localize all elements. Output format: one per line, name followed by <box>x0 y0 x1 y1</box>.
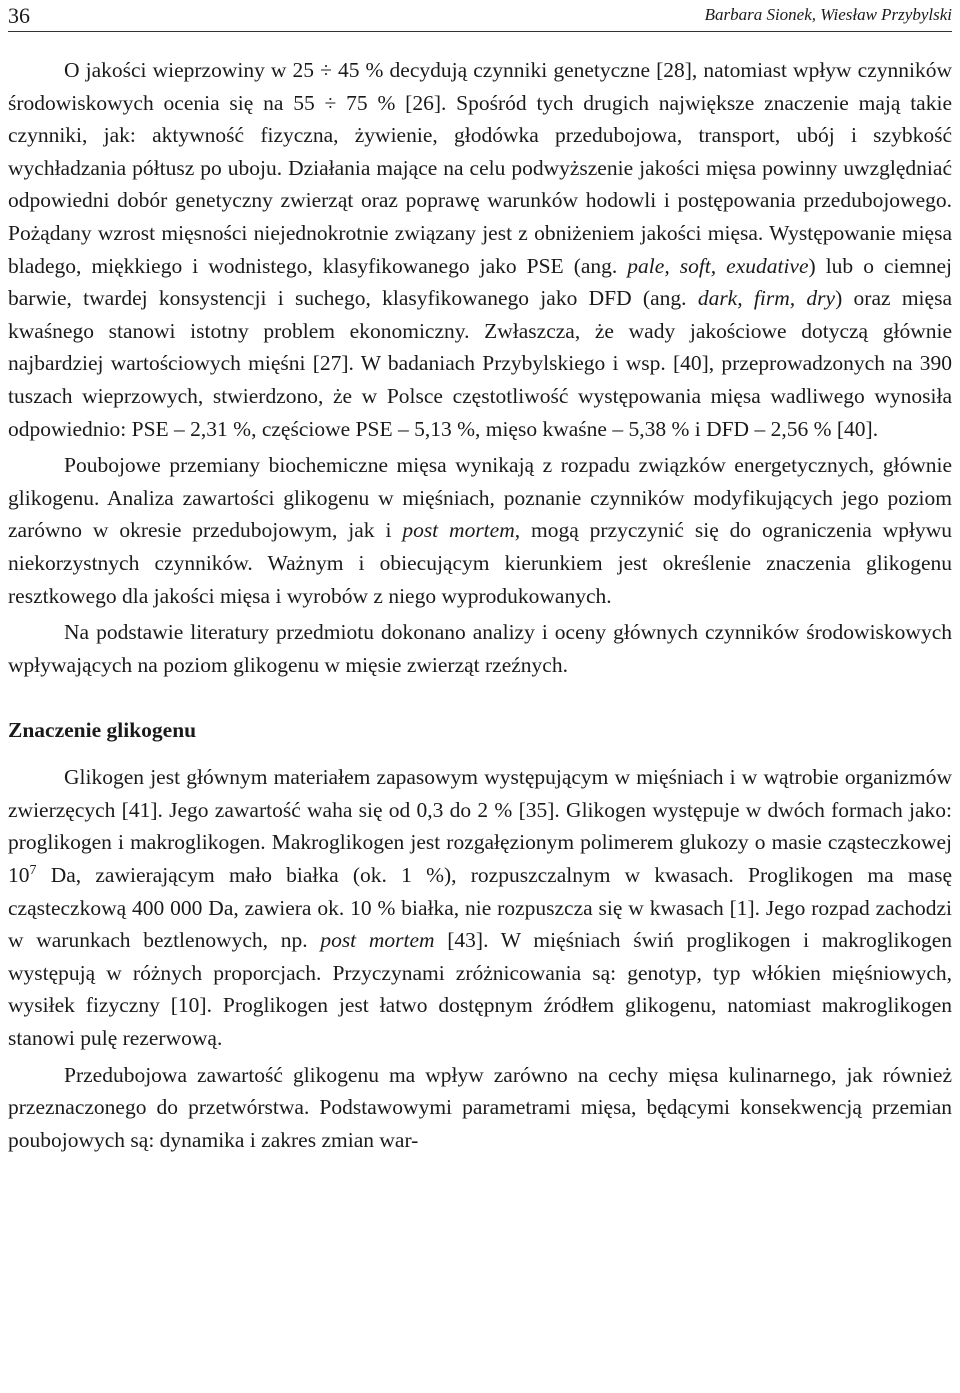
body-text <box>8 54 952 1156</box>
superscript-run: 7 <box>29 863 37 879</box>
text-run: , mogą przyczynić się do ograniczenia wpływu niekorzystnych czynników. Ważnym i obiecującym kierunkiem jest określenie znaczenia glikogenu resztkowego dla jakości mięsa i wyrobów z niego wyprodukowanych. <box>8 518 952 608</box>
document-page <box>8 0 952 1156</box>
page-header <box>8 0 952 32</box>
section-heading: Znaczenie glikogenu <box>8 718 197 743</box>
page-number: 36 <box>8 3 30 28</box>
text-run: Glikogen jest głównym materiałem zapasowym występującym w mięśniach i w wątrobie organizmów zwierzęcych [41]. Jego zawartość waha się od 0,3 do 2 % [35]. Glikogen występuje w dwóch formach jako: proglikogen i makroglikogen. Makroglikogen jest rozgałęzionym polimerem glukozy o masie cząsteczkowej 10 <box>8 765 952 888</box>
text-run: O jakości wieprzowiny w 25 ÷ 45 % decydują czynniki genetyczne [28], natomiast wpływ czynników środowiskowych ocenia się na 55 ÷ 75 % [26]. Spośród tych drugich największe znaczenie mają takie czynniki, jak: aktywność fizyczna, żywienie, głodówka przedubojowa, transport, ubój i szybkość wychładzania półtusz po uboju. Działania mające na celu podwyższenie jakości mięsa powinny uwzględniać odpowiedni dobór genetyczny zwierząt oraz poprawę warunków hodowli i postępowania przedubojowego. Pożądany wzrost mięsności niejednokrotnie związany jest z obniżeniem jakości mięsa. Występowanie mięsa bladego, miękkiego i wodnistego, klasyfikowanego jako PSE (ang. <box>8 58 952 278</box>
text-run: Na podstawie literatury przedmiotu dokonano analizy i oceny głównych czynników środowiskowych wpływających na poziom glikogenu w mięsie zwierząt rzeźnych. <box>8 620 952 677</box>
italic-run: pale, soft, exudative <box>627 253 809 278</box>
paragraph <box>8 761 952 1054</box>
italic-run: post mortem <box>402 518 515 543</box>
paragraph <box>8 1059 952 1157</box>
paragraph <box>8 54 952 445</box>
running-head-authors: Barbara Sionek, Wiesław Przybylski <box>704 5 952 24</box>
text-run: Poubojowe przemiany biochemiczne mięsa wynikają z rozpadu związków energetycznych, głównie glikogenu. Analiza zawartości glikogenu w mięśniach, poznanie czynników modyfikujących jego poziom zarówno w okresie przedubojowym, jak i <box>8 453 952 543</box>
text-run: Przedubojowa zawartość glikogenu ma wpływ zarówno na cechy mięsa kulinarnego, jak również przeznaczonego do przetwórstwa. Podstawowymi parametrami mięsa, będącymi konsekwencją przemian poubojowych są: dynamika i zakres zmian war- <box>8 1062 952 1152</box>
paragraph <box>8 449 952 612</box>
paragraph <box>8 616 952 681</box>
text-run: [43]. W mięśniach świń proglikogen i makroglikogen występują w różnych proporcjach. Przyczynami zróżnicowania są: genotyp, typ włókien mięśniowych, wysiłek fizyczny [10]. Proglikogen jest łatwo dostępnym źródłem glikogenu, natomiast makroglikogen stanowi pulę rezerwową. <box>8 928 952 1051</box>
text-run: ) lub o ciemnej barwie, twardej konsystencji i suchego, klasyfikowanego jako DFD (ang. <box>8 253 952 311</box>
text-run: ) oraz mięsa kwaśnego stanowi istotny problem ekonomiczny. Zwłaszcza, że wady jakościowe dotyczą głównie najbardziej wartościowych mięśni [27]. W badaniach Przybylskiego i wsp. [40], przeprowadzonych na 390 tuszach wieprzowych, stwierdzono, że w Polsce częstotliwość występowania mięsa wadliwego wynosiła odpowiednio: PSE – 2,31 %, częściowe PSE – 5,13 %, mięso kwaśne – 5,38 % i DFD – 2,56 % [40]. <box>8 286 952 441</box>
italic-run: dark, firm, dry <box>697 286 836 311</box>
text-run: Da, zawierającym mało białka (ok. 1 %), rozpuszczalnym w kwasach. Proglikogen ma masę cząsteczkową 400 000 Da, zawiera ok. 10 % białka, nie rozpuszcza się w kwasach [1]. Jego rozpad zachodzi w warunkach beztlenowych, np. <box>8 863 952 953</box>
italic-run: post mortem <box>320 928 435 953</box>
